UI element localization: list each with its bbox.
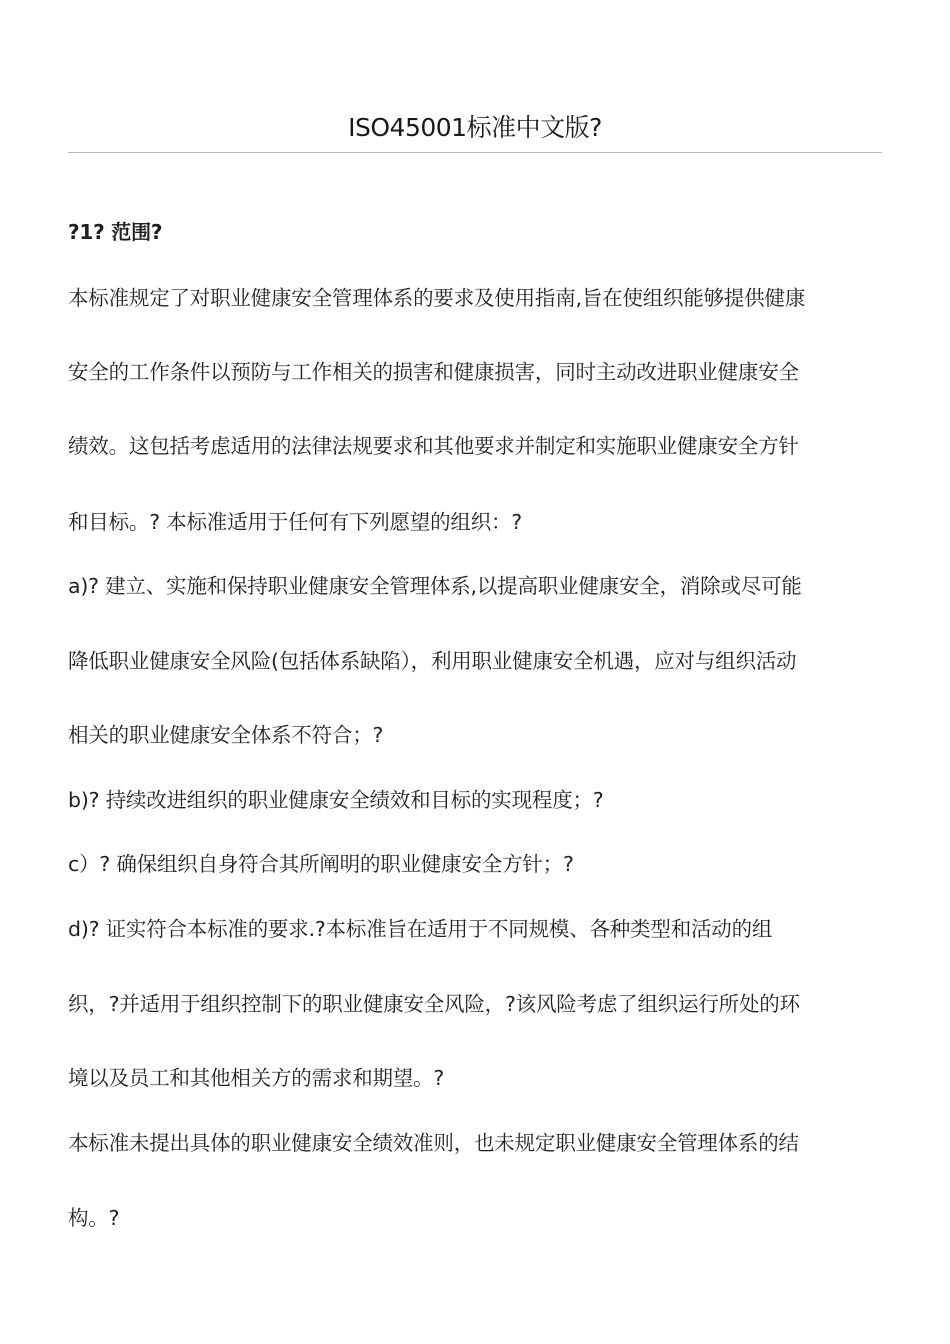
list-item-c: c）? 确保组织自身符合其所阐明的职业健康安全方针；? <box>68 852 574 876</box>
list-item-a: a)? 建立、实施和保持职业健康安全管理体系,以提高职业健康安全，消除或尽可能 <box>68 574 802 598</box>
title-bar <box>68 108 882 153</box>
paragraph-line: 安全的工作条件以预防与工作相关的损害和健康损害，同时主动改进职业健康安全 <box>68 360 799 384</box>
paragraph-line: 降低职业健康安全风险(包括体系缺陷），利用职业健康安全机遇，应对与组织活动 <box>68 649 797 673</box>
paragraph-line: 绩效。这包括考虑适用的法律法规要求和其他要求并制定和实施职业健康安全方针 <box>68 434 799 458</box>
paragraph-line: 境以及员工和其他相关方的需求和期望。? <box>68 1066 445 1090</box>
paragraph-line: 本标准规定了对职业健康安全管理体系的要求及使用指南,旨在使组织能够提供健康 <box>68 286 806 310</box>
paragraph-line: 织，?并适用于组织控制下的职业健康安全风险，?该风险考虑了组织运行所处的环 <box>68 992 800 1016</box>
list-item-d: d)? 证实符合本标准的要求.?本标准旨在适用于不同规模、各种类型和活动的组 <box>68 917 773 941</box>
paragraph-line: 构。? <box>68 1206 120 1230</box>
document-title: ISO45001标准中文版? <box>348 113 602 142</box>
list-item-b: b)? 持续改进组织的职业健康安全绩效和目标的实现程度；? <box>68 788 604 812</box>
paragraph-line: 和目标。? 本标准适用于任何有下列愿望的组织：? <box>68 510 522 534</box>
paragraph-line: 相关的职业健康安全体系不符合；? <box>68 723 384 747</box>
section-heading: ?1? 范围? <box>68 220 163 244</box>
paragraph-line: 本标准未提出具体的职业健康安全绩效准则，也未规定职业健康安全管理体系的结 <box>68 1131 799 1155</box>
